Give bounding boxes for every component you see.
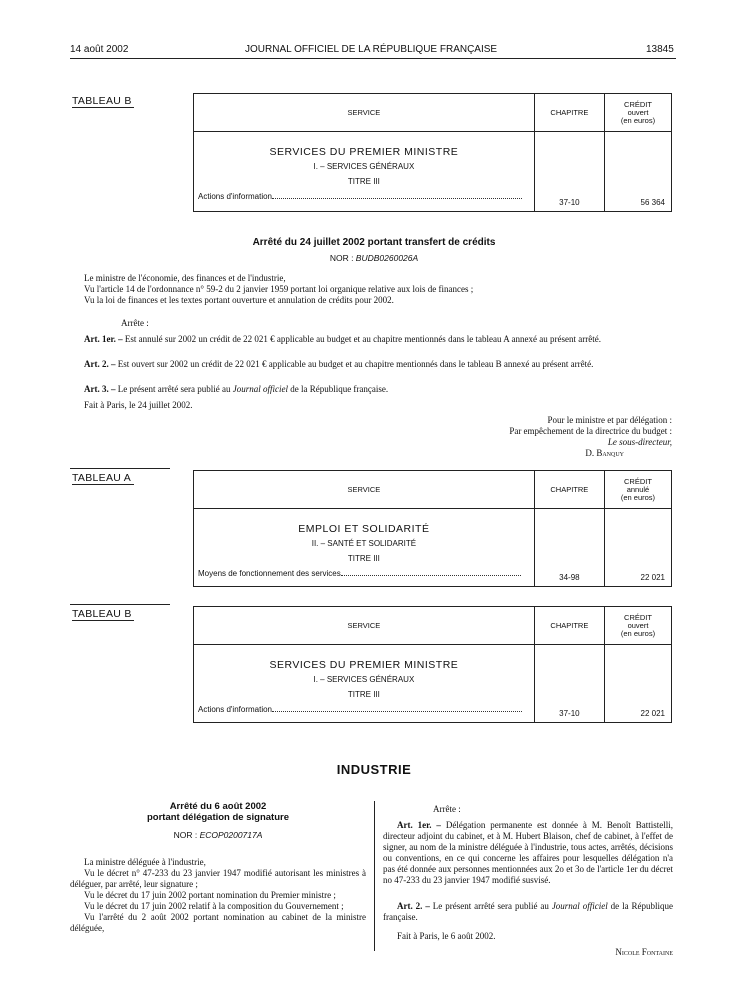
col-header-service: SERVICE <box>194 94 535 132</box>
column-divider <box>374 801 375 951</box>
col-header-service: SERVICE <box>194 471 535 509</box>
arrete2-title-line: Arrêté du 6 août 2002 <box>169 801 267 812</box>
budget-line-label: Actions d'information <box>198 192 273 201</box>
article-text-italic: Journal officiel <box>551 901 608 911</box>
article-text: Est annulé sur 2002 un crédit de 22 021 € applicable au budget et au chapitre mentionnés dans le tableau A annexé au présent arrêté. <box>124 334 601 344</box>
ministry-title: EMPLOI ET SOLIDARITÉ <box>298 523 430 535</box>
table-body-cell <box>194 645 535 723</box>
header-journal-title: JOURNAL OFFICIEL DE LA RÉPUBLIQUE FRANÇAISE <box>245 44 498 55</box>
col-header-chapitre: CHAPITRE <box>534 607 604 645</box>
credit-label: CRÉDIT <box>624 99 652 109</box>
arrete1-preamble <box>84 273 674 306</box>
table-body-cell <box>194 509 535 587</box>
arrete1-arrete: Arrête : <box>121 318 149 328</box>
amount-value: 22 021 <box>604 645 671 723</box>
ministry-subtitle: I. – SERVICES GÉNÉRAUX <box>313 675 415 684</box>
leader-dots <box>341 569 521 576</box>
budget-line-label: Moyens de fonctionnement des services <box>198 569 341 578</box>
arrete2-preamble <box>70 857 366 934</box>
credit-label: CRÉDIT <box>624 612 652 622</box>
article-label: Art. 2. – <box>397 901 430 911</box>
leader-dots <box>272 192 522 199</box>
preamble-line: Vu le décret n° 47-233 du 23 janvier 1947 modifié autorisant les ministres à déléguer, par arrêté, leur signature ; <box>70 868 366 889</box>
article-label: Art. 1er. – <box>397 820 441 830</box>
table-b-bottom-label: TABLEAU B <box>72 608 134 621</box>
signature-line: Par empêchement de la directrice du budget : <box>509 426 672 436</box>
arrete2-title-line: portant délégation de signature <box>147 812 289 823</box>
nor-label: NOR : <box>329 253 356 263</box>
ministry-title: SERVICES DU PREMIER MINISTRE <box>269 146 459 158</box>
arrete1-signature-block <box>440 415 672 459</box>
col-header-credit <box>604 607 671 645</box>
preamble-line: Le ministre de l'économie, des finances et de l'industrie, <box>84 273 286 283</box>
ministry-subtitle: II. – SANTÉ ET SOLIDARITÉ <box>311 539 417 548</box>
arrete1-article-3 <box>84 384 674 395</box>
article-text: Délégation permanente est donnée à M. Benoît Battistelli, directeur adjoint du cabinet, et à M. Hubert Blaison, chef de cabinet, à l'effet de signer, au nom de la ministre déléguée à l'industrie, tous actes, arrêtés, décisions ou conventions, en ce qui concerne les affaires pour lesquelles délégation n'a pas été donnée aux personnes mentionnées aux 2o et 3o de l'article 1er du décret no 47-233 du 23 janvier 1947 modifié susvisé. <box>383 820 673 885</box>
credit-label: CRÉDIT <box>624 476 652 486</box>
article-text: Le présent arrêté sera publié au <box>432 901 552 911</box>
budget-line-label: Actions d'information <box>198 705 273 714</box>
nor-label: NOR : <box>173 830 200 840</box>
article-label: Art. 1er. – <box>84 334 123 344</box>
titre-label: TITRE III <box>347 554 380 563</box>
ministry-title: SERVICES DU PREMIER MINISTRE <box>269 659 459 671</box>
preamble-line: La ministre déléguée à l'industrie, <box>84 857 206 867</box>
signature-role: Le sous-directeur, <box>607 437 672 447</box>
arrete1-fait: Fait à Paris, le 24 juillet 2002. <box>84 400 193 410</box>
arrete2-article-1 <box>383 820 673 886</box>
article-label: Art. 3. – <box>84 384 116 394</box>
arrete2-nor <box>70 830 366 840</box>
budget-line <box>198 192 530 201</box>
col-header-chapitre: CHAPITRE <box>534 471 604 509</box>
credit-sub: annulé <box>626 484 650 494</box>
separator-rule <box>70 604 170 605</box>
article-text: de la République française. <box>287 384 389 394</box>
chapitre-value: 37-10 <box>534 132 604 212</box>
table-body-cell <box>194 132 535 212</box>
arrete1-article-2 <box>70 359 674 370</box>
arrete2-signature: Nicole Fontaine <box>615 947 673 957</box>
separator-rule <box>70 468 170 469</box>
leader-dots <box>272 705 522 712</box>
arrete2-arrete: Arrête : <box>433 804 461 814</box>
arrete2-fait: Fait à Paris, le 6 août 2002. <box>397 931 496 941</box>
arrete1-nor <box>0 253 748 263</box>
article-text: Le présent arrêté sera publié au <box>117 384 233 394</box>
table-a <box>193 470 672 587</box>
col-header-credit <box>604 471 671 509</box>
arrete2-title <box>70 801 366 823</box>
preamble-line: Vu le décret du 17 juin 2002 relatif à la composition du Gouvernement ; <box>84 901 344 911</box>
credit-sub: ouvert <box>627 620 649 630</box>
table-a-label: TABLEAU A <box>72 472 134 485</box>
preamble-line: Vu l'article 14 de l'ordonnance n° 59-2 du 2 janvier 1959 portant loi organique relative aux lois de finances ; <box>84 284 474 294</box>
table-b-top <box>193 93 672 212</box>
preamble-line: Vu le décret du 17 juin 2002 portant nomination du Premier ministre ; <box>84 890 336 900</box>
arrete2-article-2 <box>383 901 673 923</box>
nor-code: BUDB0260026A <box>355 253 419 263</box>
credit-sub: ouvert <box>627 107 649 117</box>
credit-unit: (en euros) <box>620 115 656 125</box>
amount-value: 56 364 <box>604 132 671 212</box>
header-page-number: 13845 <box>646 44 674 55</box>
credit-unit: (en euros) <box>620 492 656 502</box>
signature-line: Pour le ministre et par délégation : <box>547 415 672 425</box>
budget-line <box>198 569 530 578</box>
signature-name: D. Banquy <box>585 448 624 458</box>
col-header-credit <box>604 94 671 132</box>
chapitre-value: 34-98 <box>534 509 604 587</box>
arrete1-article-1 <box>70 334 674 345</box>
titre-label: TITRE III <box>347 177 380 186</box>
preamble-line: Vu l'arrêté du 2 août 2002 portant nomination au cabinet de la ministre déléguée, <box>70 912 366 933</box>
amount-value: 22 021 <box>604 509 671 587</box>
table-b-bottom <box>193 606 672 723</box>
table-b-top-label: TABLEAU B <box>72 95 134 108</box>
col-header-service: SERVICE <box>194 607 535 645</box>
credit-unit: (en euros) <box>620 628 656 638</box>
col-header-chapitre: CHAPITRE <box>534 94 604 132</box>
article-text: Est ouvert sur 2002 un crédit de 22 021 € applicable au budget et au chapitre mentionnés dans le tableau B annexé au présent arrêté. <box>117 359 594 369</box>
article-text: de la République française. <box>383 901 674 922</box>
header-rule <box>70 58 676 59</box>
arrete1-title: Arrêté du 24 juillet 2002 portant transfert de crédits <box>252 237 496 248</box>
article-label: Art. 2. – <box>84 359 116 369</box>
budget-line <box>198 705 530 714</box>
titre-label: TITRE III <box>347 690 380 699</box>
article-text-italic: Journal officiel <box>232 384 288 394</box>
header-date: 14 août 2002 <box>70 44 129 55</box>
preamble-line: Vu la loi de finances et les textes portant ouverture et annulation de crédits pour 2002. <box>84 295 394 305</box>
ministry-subtitle: I. – SERVICES GÉNÉRAUX <box>313 162 415 171</box>
chapitre-value: 37-10 <box>534 645 604 723</box>
nor-code: ECOP0200717A <box>199 830 263 840</box>
section-heading: INDUSTRIE <box>336 762 412 777</box>
